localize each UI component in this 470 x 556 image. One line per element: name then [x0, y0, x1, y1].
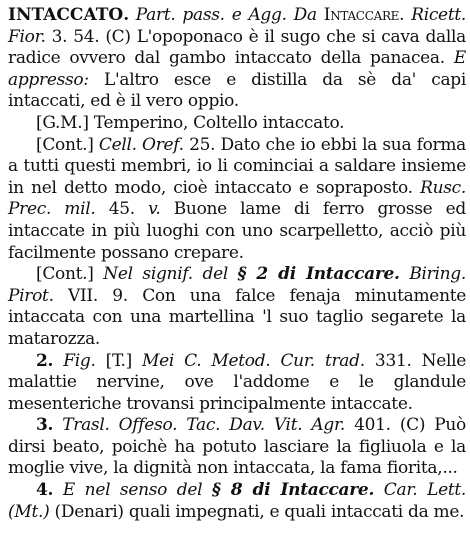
editor-tag: [Cont.]: [36, 264, 94, 285]
headword: INTACCATO: [8, 5, 124, 25]
quotation: L'opoponaco è il sugo che si cava dalla radice ovvero dal gambo intaccato della panacea.: [8, 26, 466, 69]
quotation: 401. (C) Può dirsi beato, poichè ha potuto lasciare la figliuola e la moglie vive, la dignità non intaccata, la fama fiorita,...: [8, 415, 466, 479]
source-citation: Rusc. Prec. mil.: [8, 177, 466, 220]
quotation: 9. Con una falce fenaja minutamente intaccata con una martellina 'l suo taglio segarete la matarozza.: [8, 285, 467, 349]
citation-continuation: E appresso:: [8, 48, 466, 90]
sense-4: [8, 480, 466, 523]
sense-label: Trasl. Offeso.: [62, 415, 178, 436]
quotation: (Denari) quali impegnati, e quali intaccati da me.: [54, 501, 465, 522]
source-citation: Car. Lett.: [383, 480, 466, 501]
sense-number: 3.: [36, 415, 54, 436]
section-reference: § 8 di Intaccare.: [211, 480, 375, 501]
editor-tag: [Cont.]: [36, 134, 94, 155]
sense-3: [8, 415, 466, 480]
editor-tag: [T.]: [105, 350, 132, 371]
sense-2: [8, 351, 466, 416]
example-text: Temperino, Coltello intaccato.: [93, 112, 345, 133]
quotation: L'altro esce e distilla da sè da' capi intaccati, ed è il vero oppio.: [8, 69, 467, 112]
editor-tag: [G.M.]: [36, 112, 89, 133]
source-citation: Mei C. Metod. Cur. trad.: [142, 350, 365, 371]
source-citation: Cell. Oref.: [98, 134, 184, 155]
citation-number: 3. 54. (C): [51, 26, 131, 47]
source-edition: (Mt.): [8, 501, 50, 522]
roman-numeral: VII.: [68, 285, 98, 306]
quotation: 331. Nelle malattie nervine, ove l'addome e le glandule mesenteriche trovansi principalmente intaccate.: [8, 350, 467, 414]
source-citation: Biring. Pirot.: [8, 264, 466, 306]
sense-reference: Nel signif. del: [103, 264, 228, 285]
citation-number: 45.: [108, 199, 135, 220]
usage-example: [8, 264, 466, 350]
grammar-note: Part. pass. e Agg. Da: [135, 5, 317, 25]
sense-label: Fig.: [63, 350, 96, 371]
source-citation: Tac. Dav. Vit. Agr.: [186, 415, 346, 436]
sense-label: E nel senso del: [62, 480, 203, 501]
citation-verso: v.: [148, 199, 161, 220]
usage-example: [8, 113, 466, 135]
sense-number: 2.: [36, 350, 54, 371]
quotation: 25. Dato che io ebbi la sua forma a tutti questi membri, io li cominciai a saldare insieme in nel detto modo, cioè intaccato e sopraposto.: [8, 134, 466, 198]
sense-number: 4.: [36, 480, 54, 501]
cross-reference: Intaccare: [323, 5, 400, 25]
usage-example: [8, 135, 466, 265]
quotation: Buone lame di ferro grosse ed intaccate in più luoghi con uno scarpelletto, acciò più facilmente possano crepare.: [8, 199, 466, 263]
entry-intro: INTACCATO. Part. pass. e Agg. Da Intaccare. Ricett. Fior. 3. 54. (C) L'opoponaco è il sugo che si cava dalla radice ovvero dal gambo intaccato della panacea. E appresso: L'altro esce e distilla da sè da' capi intaccati, ed è il vero oppio.: [8, 5, 467, 112]
section-reference: § 2 di Intaccare.: [237, 264, 400, 285]
source-citation: Ricett. Fior.: [8, 5, 466, 47]
